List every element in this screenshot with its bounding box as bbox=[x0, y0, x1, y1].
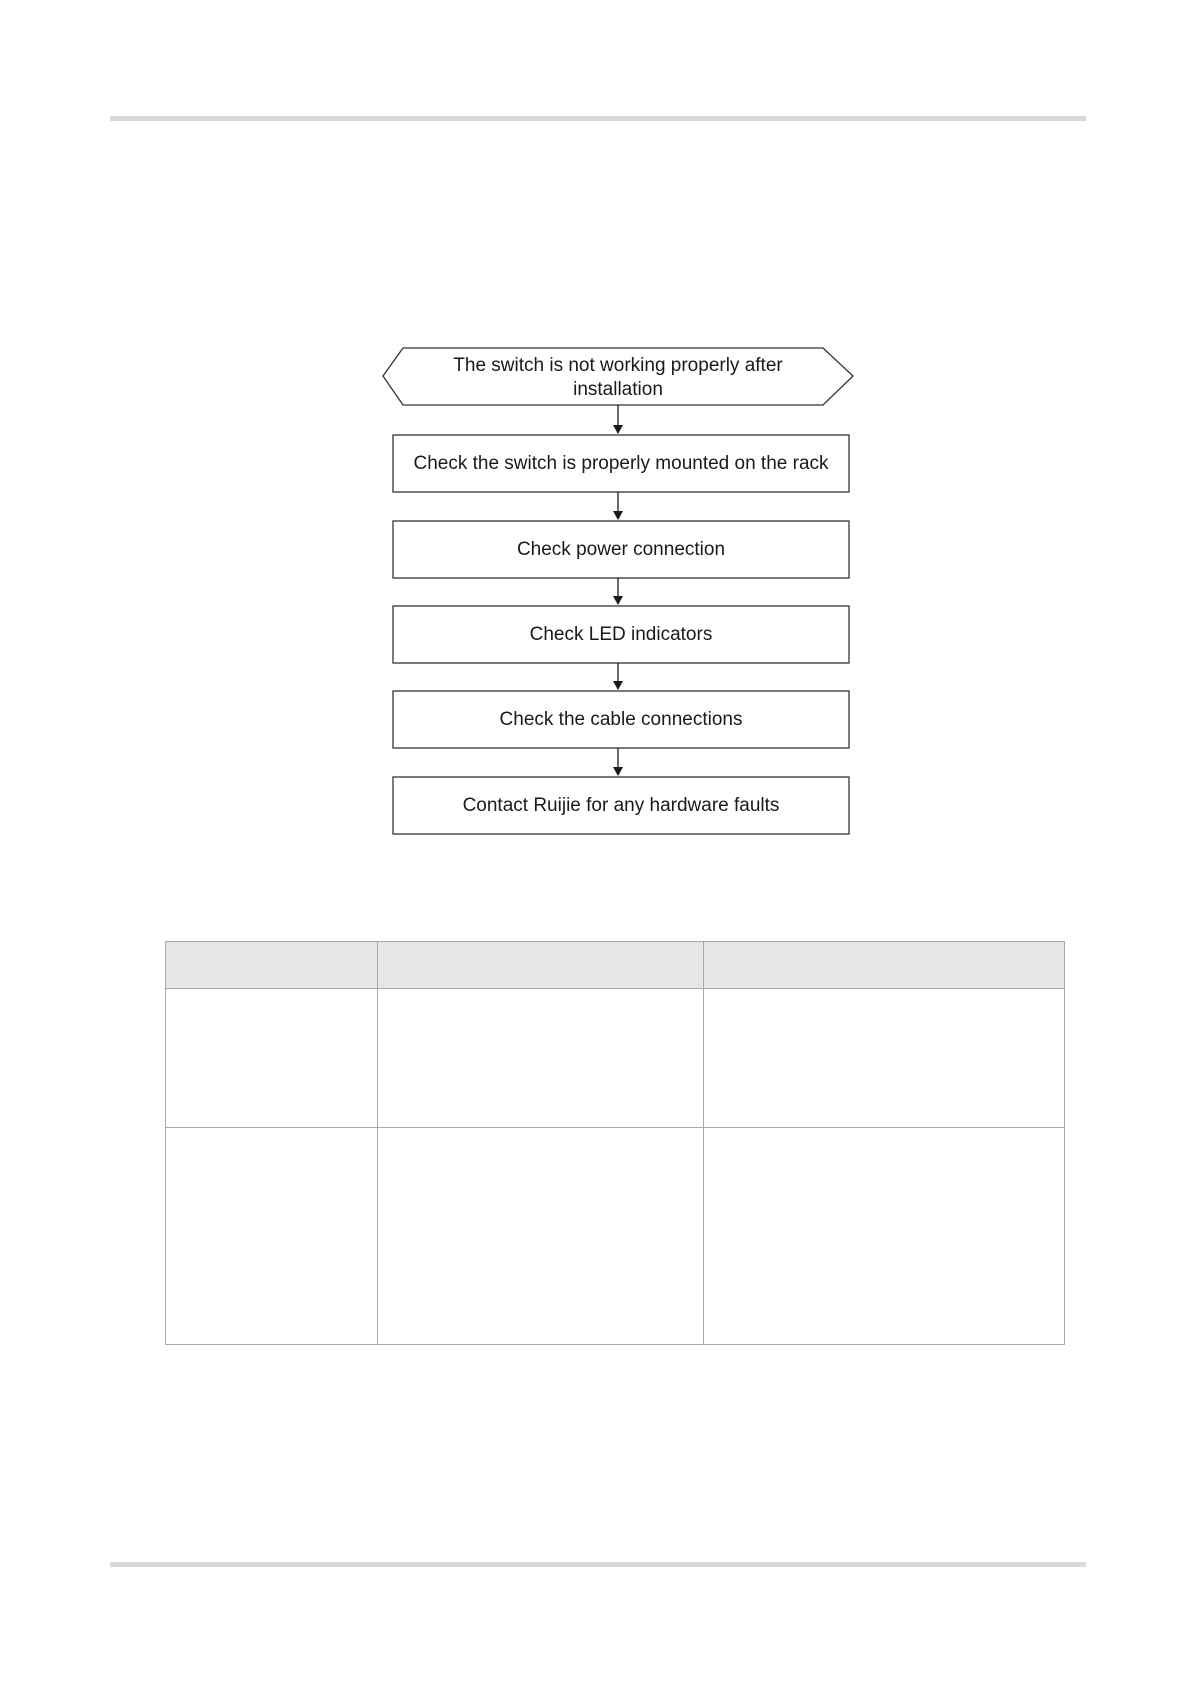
table-cell bbox=[166, 989, 378, 1128]
step-5-label: Contact Ruijie for any hardware faults bbox=[462, 795, 780, 816]
table-cell bbox=[166, 1128, 378, 1345]
table-cell bbox=[704, 1128, 1065, 1345]
troubleshooting-table bbox=[165, 941, 1065, 1345]
header-rule bbox=[110, 116, 1086, 121]
footer-rule bbox=[110, 1562, 1086, 1567]
flowchart-step-5 bbox=[393, 777, 849, 834]
flowchart-step-4 bbox=[393, 691, 849, 748]
table-header-row bbox=[166, 942, 1065, 989]
start-node-line1: The switch is not working properly after bbox=[453, 355, 783, 376]
table-cell bbox=[378, 1128, 704, 1345]
table-cell bbox=[704, 989, 1065, 1128]
table-cell bbox=[378, 989, 704, 1128]
step-3-label: Check LED indicators bbox=[529, 624, 713, 645]
table-header-cell bbox=[166, 942, 378, 989]
step-2-label: Check power connection bbox=[516, 539, 726, 560]
step-1-label: Check the switch is properly mounted on the rack bbox=[413, 453, 829, 474]
start-node-line2: installation bbox=[573, 379, 663, 400]
table-header-cell bbox=[378, 942, 704, 989]
step-4-label: Check the cable connections bbox=[499, 709, 743, 730]
flowchart-step-1 bbox=[393, 435, 849, 492]
troubleshooting-flowchart bbox=[380, 345, 860, 835]
table-header-cell bbox=[704, 942, 1065, 989]
table-row bbox=[166, 989, 1065, 1128]
flowchart-step-3 bbox=[393, 606, 849, 663]
flowchart-step-2 bbox=[393, 521, 849, 578]
flowchart-start-node bbox=[383, 348, 853, 405]
table-row bbox=[166, 1128, 1065, 1345]
